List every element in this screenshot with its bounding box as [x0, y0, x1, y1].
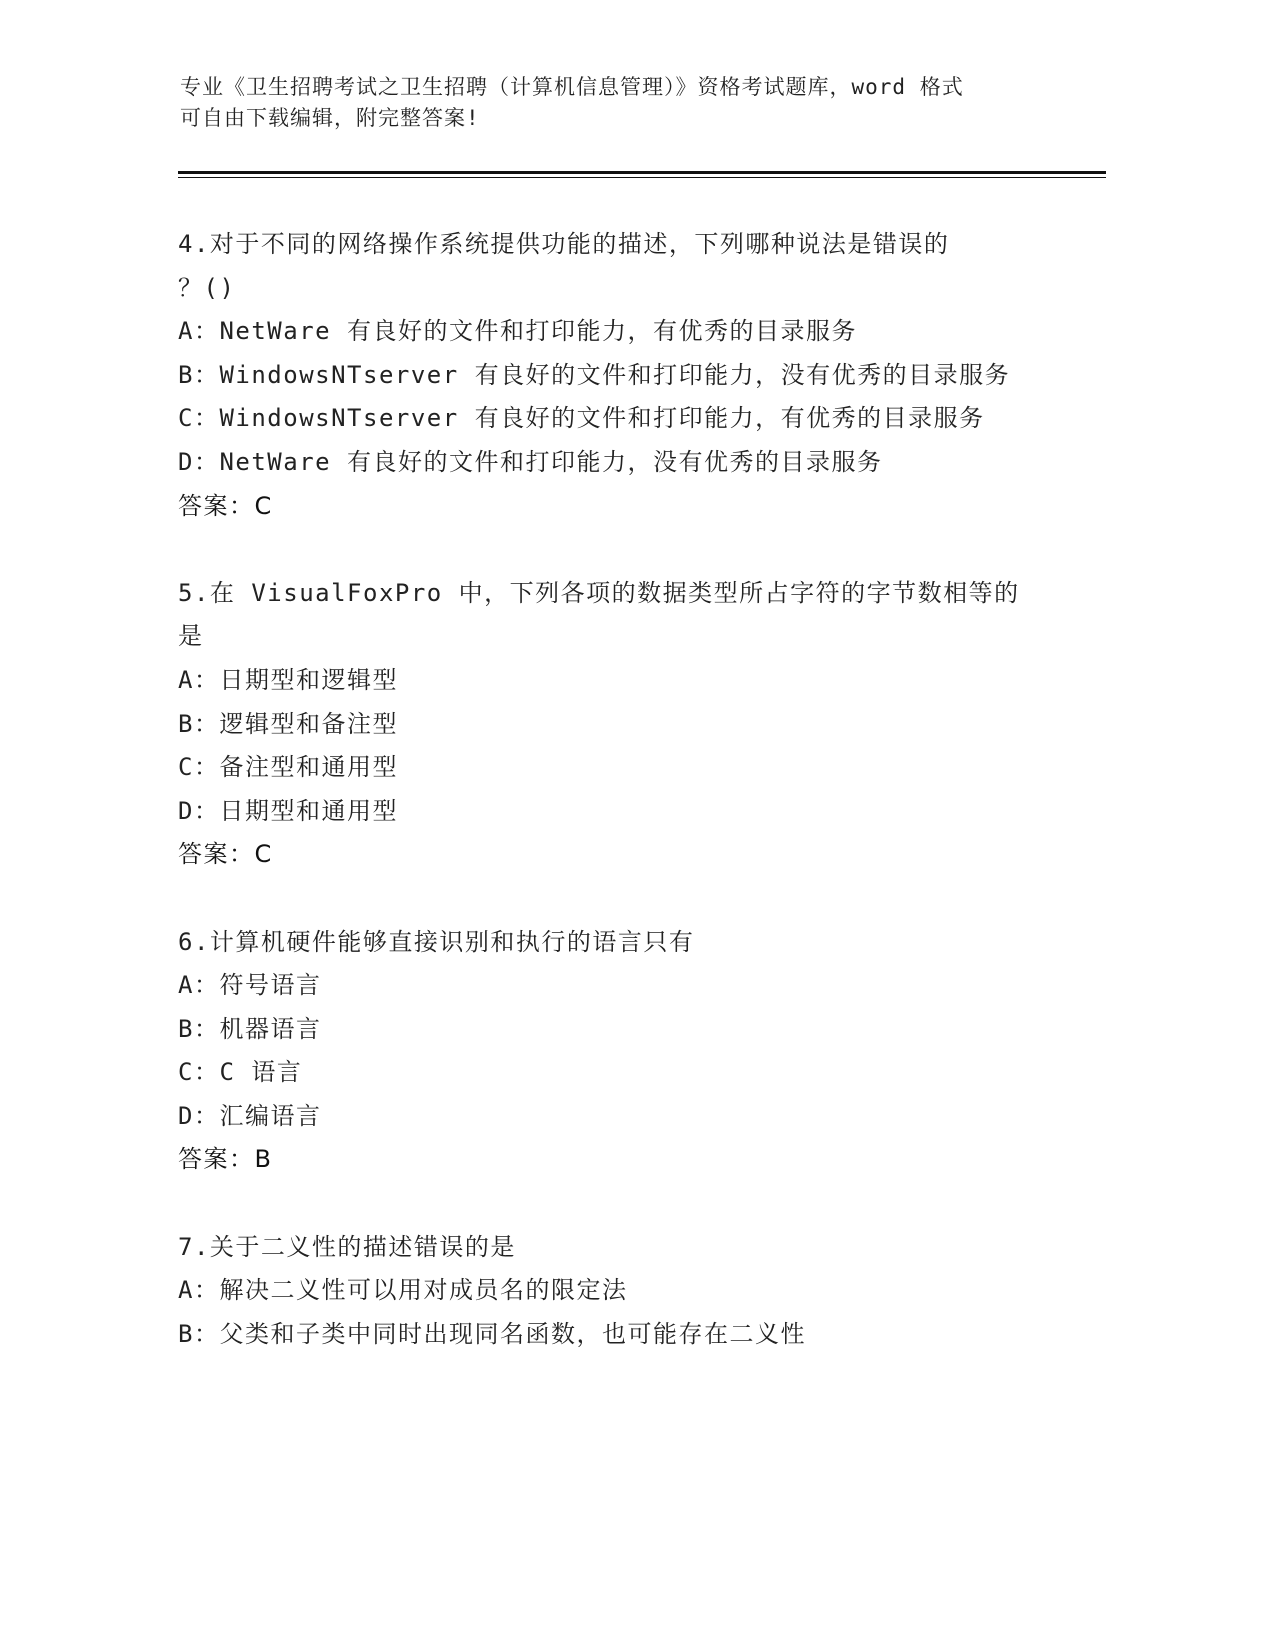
- question-text: 6.计算机硬件能够直接识别和执行的语言只有: [178, 927, 695, 956]
- answer-option: D：日期型和通用型: [178, 796, 398, 825]
- question-text: 7.关于二义性的描述错误的是: [178, 1232, 516, 1261]
- answer-key: 答案：C: [178, 840, 273, 869]
- header-divider-thin: [178, 177, 1106, 178]
- header-line-1: 专业《卫生招聘考试之卫生招聘（计算机信息管理）》资格考试题库，word 格式: [180, 75, 964, 99]
- header-line-2: 可自由下载编辑，附完整答案!: [180, 106, 480, 130]
- answer-option: D：NetWare 有良好的文件和打印能力，没有优秀的目录服务: [178, 447, 883, 476]
- question-5: [178, 572, 1020, 877]
- answer-key: 答案：B: [178, 1145, 273, 1174]
- answer-option: D：汇编语言: [178, 1101, 322, 1130]
- answer-option: A：NetWare 有良好的文件和打印能力，有优秀的目录服务: [178, 317, 858, 346]
- answer-option: B：机器语言: [178, 1014, 322, 1043]
- question-text: 是: [178, 622, 204, 651]
- question-6: [178, 921, 1020, 1183]
- question-text: ？(): [178, 273, 236, 302]
- answer-key: 答案：C: [178, 491, 273, 520]
- question-4: [178, 223, 1020, 528]
- answer-option: C：WindowsNTserver 有良好的文件和打印能力，有优秀的目录服务: [178, 404, 985, 433]
- answer-option: C：C 语言: [178, 1058, 303, 1087]
- answer-option: B：父类和子类中同时出现同名函数，也可能存在二义性: [178, 1319, 806, 1348]
- answer-option: B：WindowsNTserver 有良好的文件和打印能力，没有优秀的目录服务: [178, 360, 1011, 389]
- answer-option: A：解决二义性可以用对成员名的限定法: [178, 1276, 628, 1305]
- question-7: [178, 1226, 1020, 1357]
- question-text: 4.对于不同的网络操作系统提供功能的描述，下列哪种说法是错误的: [178, 230, 950, 258]
- answer-option: A：日期型和逻辑型: [178, 665, 398, 694]
- document-header: [180, 72, 964, 134]
- answer-option: B：逻辑型和备注型: [178, 709, 398, 738]
- question-list: [178, 223, 1020, 1400]
- answer-option: C：备注型和通用型: [178, 753, 398, 782]
- question-text: 5.在 VisualFoxPro 中，下列各项的数据类型所占字符的字节数相等的: [178, 578, 1020, 607]
- header-divider-thick: [178, 171, 1106, 174]
- answer-option: A：符号语言: [178, 971, 322, 1000]
